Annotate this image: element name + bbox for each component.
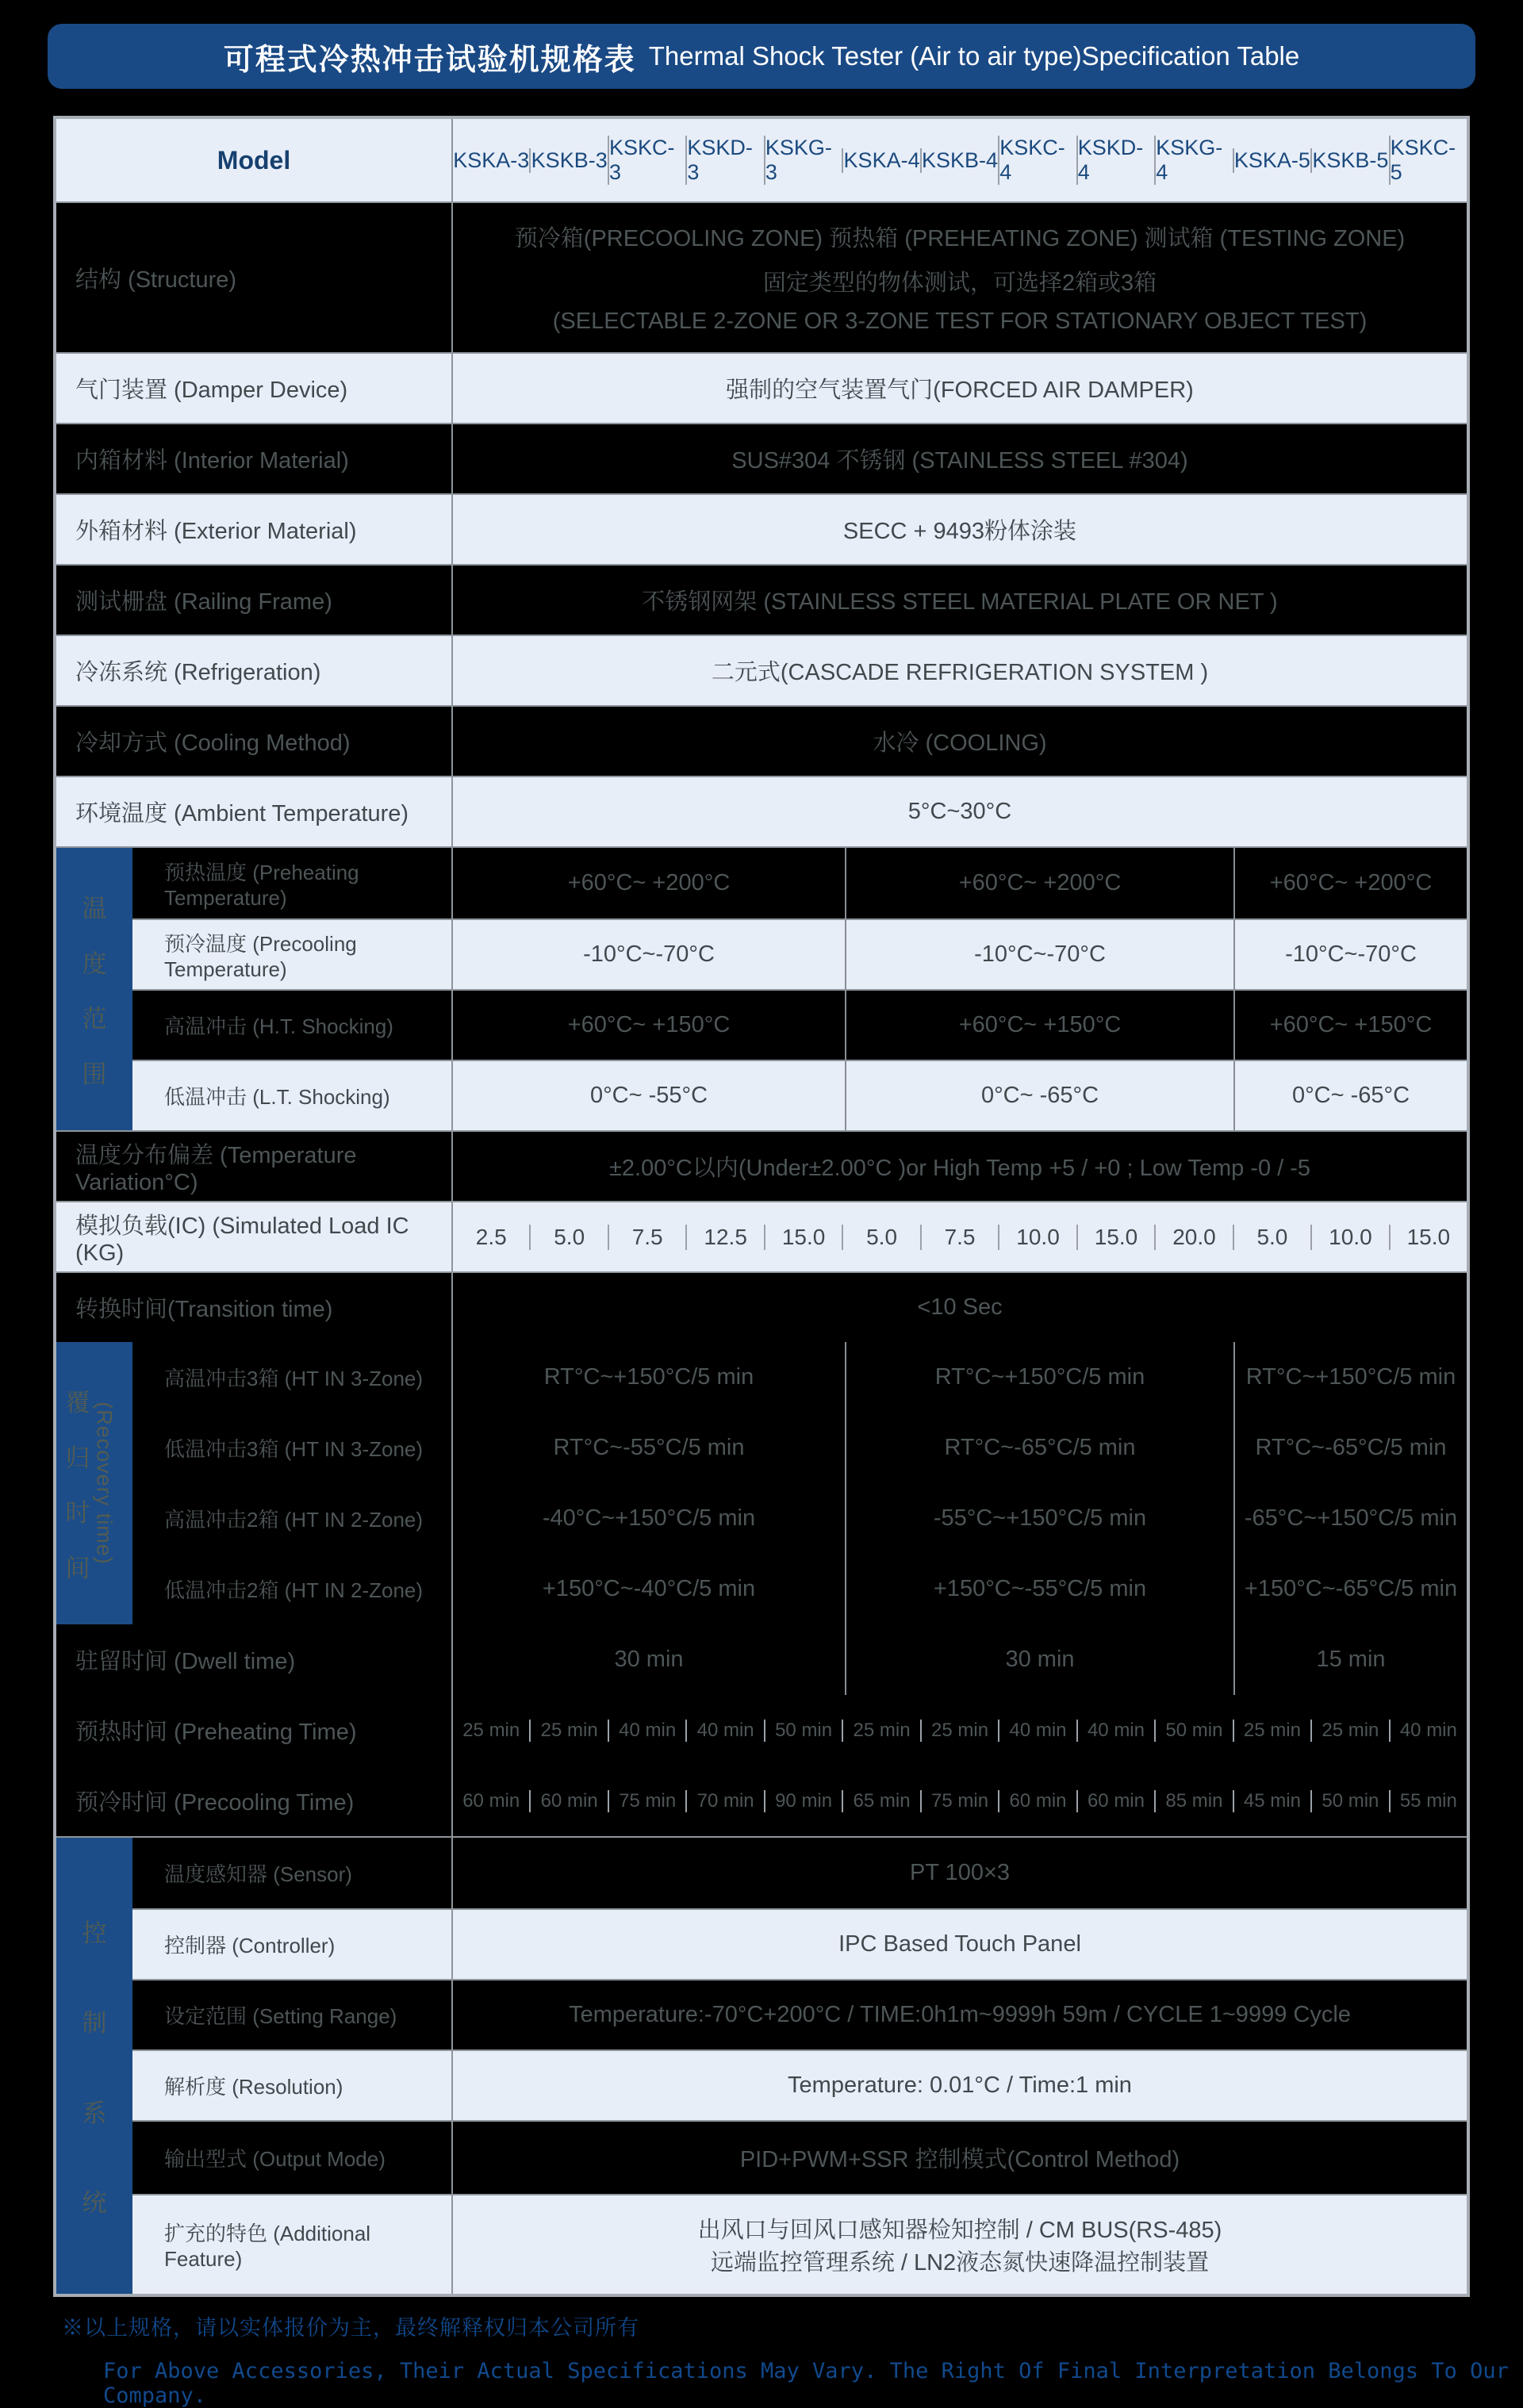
group-char: 度 <box>82 949 107 978</box>
group-char: 统 <box>82 2189 107 2218</box>
row-railing-frame <box>56 564 1467 635</box>
spec-table <box>53 116 1470 2297</box>
temp-range-group-label <box>56 848 132 1130</box>
row-ht-3zone <box>132 1342 1467 1413</box>
recovery-value-cell: RT°C~-65°C/5 min <box>845 1413 1233 1483</box>
row-label: 低温冲击 (L.T. Shocking) <box>132 1061 453 1130</box>
row-sensor <box>132 1838 1467 1908</box>
temp-value-cell: -10°C~-70°C <box>583 941 715 967</box>
load-cell: 10.0 <box>1310 1225 1388 1250</box>
preheat-cell: 40 min <box>608 1720 685 1742</box>
row-label: 内箱材料 (Interior Material) <box>56 424 453 493</box>
additional-feature-line: 出风口与回风口感知器检知控制 / CM BUS(RS-485) <box>697 2218 1222 2243</box>
load-cell: 5.0 <box>1233 1225 1310 1250</box>
model-cell: KSKC-4 <box>998 136 1076 185</box>
group-char: 系 <box>82 2099 107 2127</box>
preheat-cell: 50 min <box>1154 1720 1232 1742</box>
recovery-values <box>453 1483 1467 1554</box>
row-additional-feature <box>132 2194 1467 2294</box>
precool-cell: 60 min <box>462 1789 520 1812</box>
row-label: 预冷时间 (Precooling Time) <box>56 1766 453 1836</box>
recovery-group-bar <box>56 1342 132 1624</box>
recovery-value-cell: RT°C~+150°C/5 min <box>1233 1342 1467 1413</box>
load-cell: 2.5 <box>475 1224 507 1249</box>
temp-value-cell: +60°C~ +150°C <box>1233 991 1467 1060</box>
row-exterior-material <box>56 493 1467 564</box>
row-label: 气门装置 (Damper Device) <box>56 354 453 423</box>
row-lt-2zone <box>132 1554 1467 1624</box>
row-label: 外箱材料 (Exterior Material) <box>56 495 453 564</box>
recovery-value-cell: -55°C~+150°C/5 min <box>845 1483 1233 1554</box>
recovery-value-cell: RT°C~-55°C/5 min <box>553 1435 745 1460</box>
page-title-en: Thermal Shock Tester (Air to air type)Specification Table <box>648 41 1300 71</box>
precool-cell: 85 min <box>1154 1790 1232 1812</box>
row-label: 控制器 (Controller) <box>132 1910 453 1979</box>
load-cell: 7.5 <box>608 1225 685 1250</box>
row-preheating-temperature <box>132 848 1467 918</box>
temp-range-section <box>56 846 1467 1130</box>
row-resolution <box>132 2049 1467 2120</box>
row-ht-shocking <box>132 989 1467 1060</box>
row-label: 驻留时间 (Dwell time) <box>56 1624 453 1695</box>
temp-value-cell: +60°C~ +200°C <box>1233 848 1467 918</box>
structure-line: 固定类型的物体测试，可选择2箱或3箱 <box>762 270 1157 296</box>
row-label: 转换时间(Transition time) <box>56 1273 453 1342</box>
row-value: 水冷 (COOLING) <box>873 730 1047 756</box>
precool-cell: 70 min <box>685 1790 763 1812</box>
temp-value-cell: 0°C~ -65°C <box>845 1061 1233 1130</box>
row-dwell-time <box>56 1624 1467 1695</box>
model-cell: KSKB-4 <box>920 148 998 173</box>
load-cell: 7.5 <box>920 1225 998 1250</box>
precool-cell: 50 min <box>1310 1790 1388 1812</box>
row-label: 测试栅盘 (Railing Frame) <box>56 566 453 635</box>
recovery-value-cell: -65°C~+150°C/5 min <box>1233 1483 1467 1554</box>
structure-line: (SELECTABLE 2-ZONE OR 3-ZONE TEST FOR STATIONARY OBJECT TEST) <box>552 308 1368 334</box>
model-cells <box>453 119 1467 201</box>
row-refrigeration <box>56 635 1467 705</box>
preheat-cell: 25 min <box>920 1720 998 1742</box>
temp-values <box>453 991 1467 1060</box>
preheat-cells <box>453 1695 1467 1766</box>
recovery-value-cell: RT°C~+150°C/5 min <box>845 1342 1233 1413</box>
load-cell: 12.5 <box>685 1225 763 1250</box>
row-value: Temperature:-70°C+200°C / TIME:0h1m~9999h 59m / CYCLE 1~9999 Cycle <box>569 2002 1351 2027</box>
model-cell: KSKA-3 <box>453 148 530 172</box>
group-char: 归 <box>65 1444 90 1472</box>
page-title-zh: 可程式冷热冲击试验机规格表 <box>223 43 636 77</box>
preheat-cell: 25 min <box>529 1720 607 1742</box>
row-label: 温度分布偏差 (Temperature Variation°C) <box>56 1132 453 1201</box>
temp-value-cell: 0°C~ -55°C <box>589 1083 708 1108</box>
preheat-cell: 25 min <box>842 1720 919 1742</box>
recovery-value-cell: RT°C~+150°C/5 min <box>543 1364 754 1390</box>
row-label: 高温冲击 (H.T. Shocking) <box>132 991 453 1060</box>
control-group-label <box>56 1838 132 2294</box>
row-preheating-time <box>56 1695 1467 1766</box>
dwell-values <box>453 1624 1467 1695</box>
temp-value-cell: +60°C~ +150°C <box>845 991 1233 1060</box>
dwell-value-cell: 15 min <box>1233 1624 1467 1695</box>
group-char: 时 <box>65 1499 90 1528</box>
recovery-time-section <box>56 1342 1467 1624</box>
row-output-mode <box>132 2120 1467 2194</box>
row-label: 输出型式 (Output Mode) <box>132 2122 453 2194</box>
preheat-cell: 40 min <box>998 1720 1076 1742</box>
row-label: 结构 (Structure) <box>56 203 453 352</box>
recovery-group-label-en: (Recovery time) <box>92 1401 117 1565</box>
preheat-cell: 40 min <box>1076 1720 1154 1742</box>
row-interior-material <box>56 423 1467 493</box>
precool-cell: 65 min <box>842 1790 919 1812</box>
temp-value-cell: -10°C~-70°C <box>845 920 1233 989</box>
temp-values <box>453 848 1467 918</box>
row-ht-2zone <box>132 1483 1467 1554</box>
row-value: ±2.00°C以内(Under±2.00°C )or High Temp +5 / +0 ; Low Temp -0 / -5 <box>608 1156 1311 1181</box>
row-ambient-temperature <box>56 776 1467 846</box>
load-cell: 15.0 <box>1389 1225 1467 1250</box>
row-value: SUS#304 不锈钢 (STAINLESS STEEL #304) <box>731 448 1188 474</box>
row-label: 温度感知器 (Sensor) <box>132 1838 453 1908</box>
recovery-values <box>453 1554 1467 1624</box>
model-cell: KSKC-5 <box>1389 136 1467 185</box>
recovery-value-cell: +150°C~-40°C/5 min <box>542 1576 756 1601</box>
row-lt-shocking <box>132 1060 1467 1130</box>
footer-note-en: For Above Accessories, Their Actual Specifications May Vary. The Right Of Final Interpretation Belongs To Our Company. <box>103 2359 1509 2408</box>
group-char: 制 <box>82 2009 107 2038</box>
temp-value-cell: 0°C~ -65°C <box>1233 1061 1467 1130</box>
row-value: PID+PWM+SSR 控制模式(Control Method) <box>739 2147 1180 2172</box>
row-structure <box>56 201 1467 352</box>
row-transition-time <box>56 1271 1467 1342</box>
row-setting-range <box>132 1979 1467 2049</box>
row-temperature-variation <box>56 1130 1467 1201</box>
row-cooling-method <box>56 705 1467 776</box>
preheat-cell: 25 min <box>1233 1720 1310 1742</box>
precool-cell: 60 min <box>529 1790 607 1812</box>
model-cell: KSKA-4 <box>842 148 919 173</box>
load-cell: 5.0 <box>529 1225 607 1250</box>
control-system-section <box>56 1836 1467 2294</box>
row-label: 预热时间 (Preheating Time) <box>56 1695 453 1766</box>
preheat-cell: 25 min <box>1310 1720 1388 1742</box>
row-value: 二元式(CASCADE REFRIGERATION SYSTEM ) <box>711 660 1209 685</box>
title-bar <box>48 24 1475 89</box>
precool-cell: 75 min <box>608 1790 685 1812</box>
row-precooling-time <box>56 1766 1467 1836</box>
row-value: 不锈钢网架 (STAINLESS STEEL MATERIAL PLATE OR NET ) <box>642 589 1278 615</box>
temp-values <box>453 920 1467 989</box>
row-precooling-temperature <box>132 918 1467 989</box>
temp-values <box>453 1061 1467 1130</box>
model-cell: KSKB-3 <box>529 148 607 173</box>
model-cell: KSKB-5 <box>1310 148 1388 173</box>
precool-cell: 90 min <box>764 1790 842 1812</box>
precool-cell: 60 min <box>998 1790 1076 1812</box>
row-damper-device <box>56 352 1467 423</box>
row-value: PT 100×3 <box>909 1860 1011 1885</box>
row-value: SECC + 9493粉体涂装 <box>842 519 1077 544</box>
row-label: 冷却方式 (Cooling Method) <box>56 707 453 776</box>
model-header: Model <box>56 119 453 201</box>
load-cell: 15.0 <box>1076 1225 1154 1250</box>
model-cell: KSKC-3 <box>608 136 685 185</box>
precool-cell: 60 min <box>1076 1790 1154 1812</box>
structure-line: 预冷箱(PRECOOLING ZONE) 预热箱 (PREHEATING ZONE) 测试箱 (TESTING ZONE) <box>514 226 1406 252</box>
dwell-value-cell: 30 min <box>614 1647 684 1672</box>
row-label: 模拟负载(IC) (Simulated Load IC (KG) <box>56 1202 453 1271</box>
row-label: 预热温度 (Preheating Temperature) <box>132 848 453 918</box>
row-label: 设定范围 (Setting Range) <box>132 1980 453 2049</box>
recovery-values <box>453 1413 1467 1483</box>
row-label: 高温冲击3箱 (HT IN 3-Zone) <box>132 1342 453 1413</box>
preheat-cell: 50 min <box>764 1720 842 1742</box>
additional-feature-line: 远端监控管理系统 / LN2液态氮快速降温控制装置 <box>710 2250 1210 2276</box>
model-cell: KSKG-4 <box>1154 136 1232 185</box>
temp-value-cell: +60°C~ +150°C <box>567 1012 731 1037</box>
group-char: 覆 <box>65 1388 90 1417</box>
model-cell: KSKD-4 <box>1076 136 1154 185</box>
row-value: <10 Sec <box>917 1294 1003 1320</box>
row-label: 预冷温度 (Precooling Temperature) <box>132 920 453 989</box>
precool-cell: 75 min <box>920 1790 998 1812</box>
row-controller <box>132 1908 1467 1979</box>
model-cell: KSKD-3 <box>685 136 763 185</box>
group-char: 范 <box>82 1005 107 1033</box>
dwell-value-cell: 30 min <box>845 1624 1233 1695</box>
recovery-value-cell: -40°C~+150°C/5 min <box>542 1505 756 1531</box>
temp-value-cell: +60°C~ +200°C <box>845 848 1233 918</box>
row-lt-3zone <box>132 1413 1467 1483</box>
temp-value-cell: -10°C~-70°C <box>1233 920 1467 989</box>
row-label: 扩充的特色 (Additional Feature) <box>132 2195 453 2294</box>
load-cell: 20.0 <box>1154 1225 1232 1250</box>
group-char: 控 <box>82 1919 107 1947</box>
row-label: 环境温度 (Ambient Temperature) <box>56 777 453 846</box>
group-char: 间 <box>65 1555 90 1583</box>
preheat-cell: 40 min <box>685 1720 763 1742</box>
precool-cell: 45 min <box>1233 1790 1310 1812</box>
load-cells <box>453 1202 1467 1271</box>
model-cell: KSKA-5 <box>1233 148 1310 173</box>
model-cell: KSKG-3 <box>764 136 842 185</box>
row-label: 冷冻系统 (Refrigeration) <box>56 636 453 705</box>
preheat-cell: 40 min <box>1389 1720 1467 1742</box>
load-cell: 15.0 <box>764 1225 842 1250</box>
footer-note-zh: ※以上规格，请以实体报价为主，最终解释权归本公司所有 <box>62 2316 639 2341</box>
row-label: 低温冲击2箱 (HT IN 2-Zone) <box>132 1554 453 1624</box>
model-row <box>56 119 1467 201</box>
row-label: 解析度 (Resolution) <box>132 2051 453 2120</box>
temp-range-group-bar <box>56 848 132 1130</box>
temp-value-cell: +60°C~ +200°C <box>567 870 731 895</box>
footer-note <box>62 2310 1523 2408</box>
row-label: 高温冲击2箱 (HT IN 2-Zone) <box>132 1483 453 1554</box>
precool-cell: 55 min <box>1389 1790 1467 1812</box>
group-char: 温 <box>82 894 107 922</box>
control-group-bar <box>56 1838 132 2294</box>
row-value: 强制的空气装置气门(FORCED AIR DAMPER) <box>726 378 1194 403</box>
recovery-values <box>453 1342 1467 1413</box>
load-cell: 10.0 <box>998 1225 1076 1250</box>
row-value: IPC Based Touch Panel <box>838 1931 1081 1957</box>
row-simulated-load <box>56 1201 1467 1271</box>
preheat-cell: 25 min <box>462 1719 520 1741</box>
row-value: Temperature: 0.01°C / Time:1 min <box>788 2072 1132 2098</box>
structure-value <box>453 203 1467 352</box>
precool-cells <box>453 1766 1467 1836</box>
row-label: 低温冲击3箱 (HT IN 3-Zone) <box>132 1413 453 1483</box>
recovery-value-cell: +150°C~-55°C/5 min <box>845 1554 1233 1624</box>
recovery-value-cell: +150°C~-65°C/5 min <box>1233 1554 1467 1624</box>
recovery-value-cell: RT°C~-65°C/5 min <box>1233 1413 1467 1483</box>
additional-feature-value <box>453 2195 1467 2294</box>
load-cell: 5.0 <box>842 1225 919 1250</box>
row-value: 5°C~30°C <box>907 799 1012 824</box>
group-char: 围 <box>82 1060 107 1089</box>
